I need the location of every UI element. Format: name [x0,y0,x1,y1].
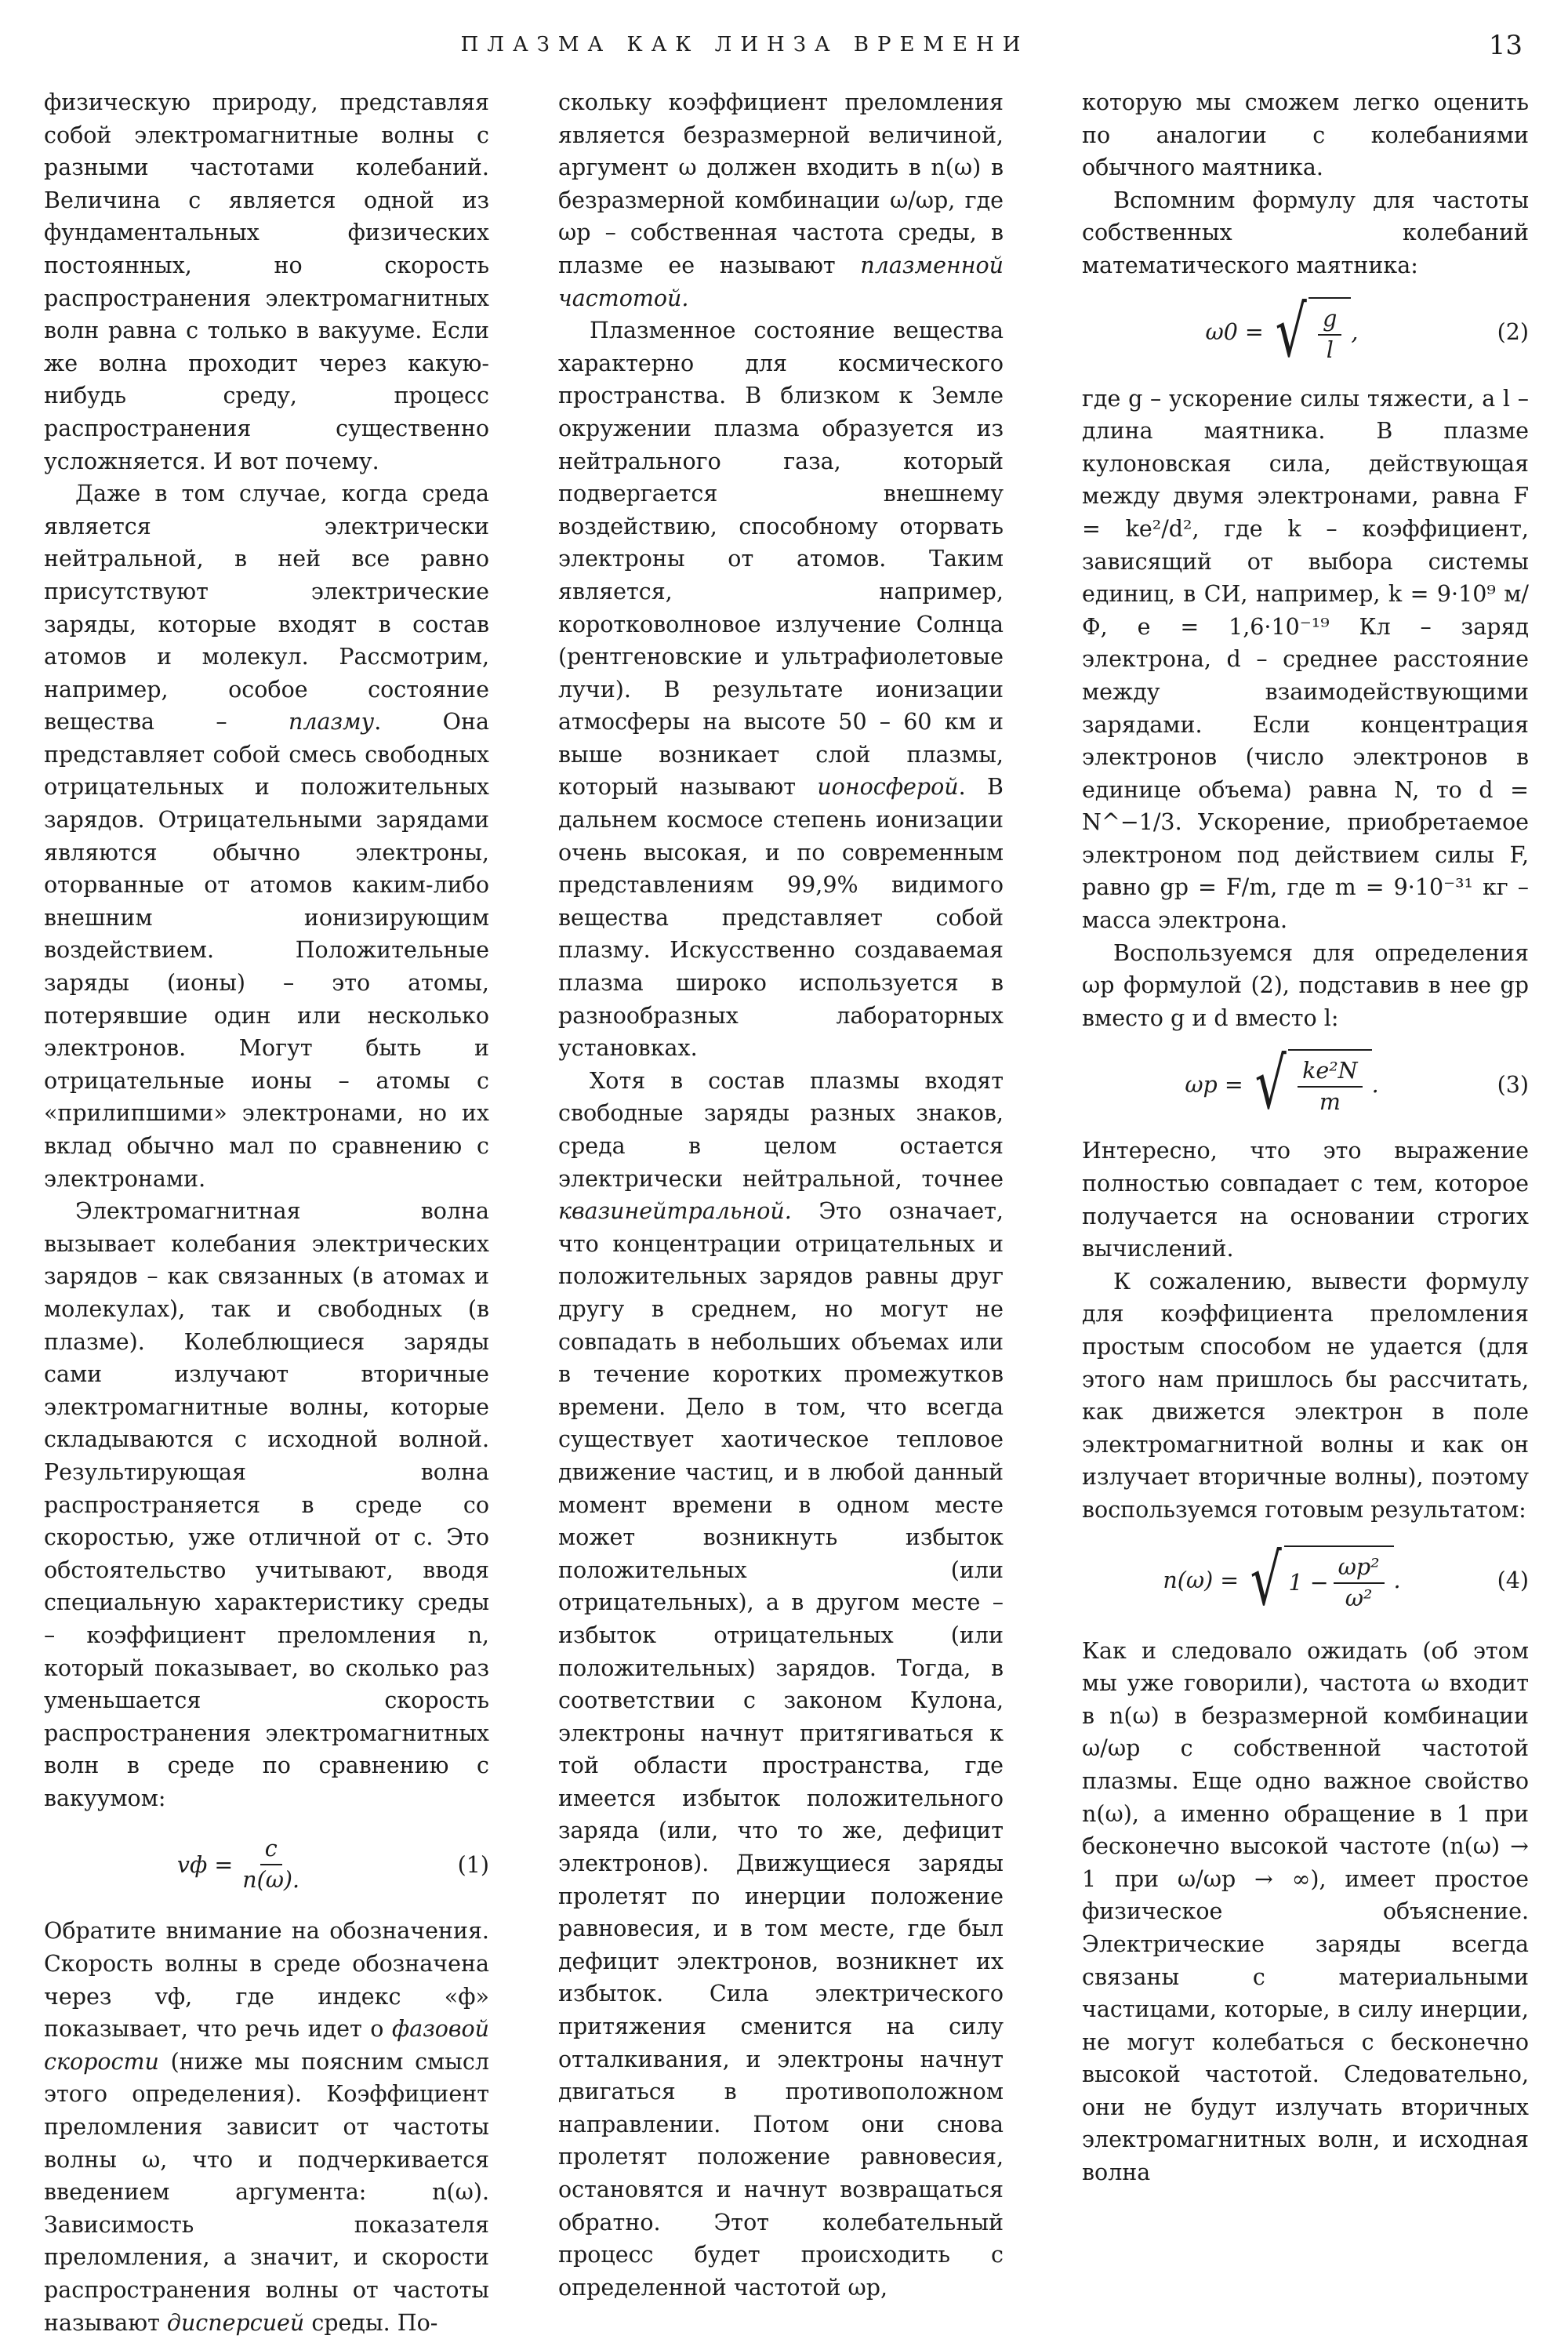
paragraph: Плазменное состояние вещества характерно для космического пространства. В близком к Земле окружении плазма образуется из нейтрального газа, который подвергается внешнему воздействию, способному оторвать электроны от атомов. Таким является, например, коротковолновое излучение Солнца (рентгеновские и ультрафиолетовые лучи). В результате ионизации атмосферы на высоте 50 – 60 км и выше возникает слой плазмы, который называют ионосферой. В дальнем космосе степень ионизации очень высокая, и по современным представлениям 99,9% видимого вещества представляет собой плазму. Искусственно создаваемая плазма широко используется в разнообразных лабораторных установках. [558,318,1004,1062]
formula-2: ω0 = √ $\frac{g}{l}$ , (2) [1205,290,1529,373]
running-title: ПЛАЗМА КАК ЛИНЗА ВРЕМЕНИ [460,33,1029,56]
formula-3: ωp = √ $\frac{\text{ke²N}}{m}$ . (3) [1185,1043,1529,1126]
formula-1: vф = $\frac{c}{n(\omega).}$ (1) [176,1836,489,1894]
paragraph: которую мы сможем легко оценить по аналогии с колебаниями обычного маятника. [1082,89,1529,181]
equation-number: (1) [457,1851,489,1878]
paragraph: К сожалению, вывести формулу для коэффициента преломления простым способом не удается (для этого нам пришлось бы рассчитать, как движется электрон в поле электромагнитной волны и как он излучает вторичные волны), поэтому воспользуемся готовым результатом: [1082,1268,1529,1523]
equation-number: (3) [1497,1071,1529,1098]
paragraph: Электромагнитная волна вызывает колебания электрических зарядов – как связанных (в атомах и молекулах), так и свободных (в плазме). Колеблющиеся заряды сами излучают вторичные электромагнитные волны, которые складываются с исходной волной. Результирующая волна распространяется в среде со скоростью, уже отличной от c. Это обстоятельство учитывают, вводя специальную характеристику среды – коэффициент преломления n, который показывает, во сколько раз уменьшается скорость распространения электромагнитных волн в среде по сравнению с вакуумом: [44,1198,489,1811]
equation-number: (2) [1497,318,1529,345]
equation-number: (4) [1497,1567,1529,1593]
paragraph: Воспользуемся для определения ωp формулой (2), подставив в нее gp вместо g и d вместо l: [1082,939,1529,1031]
paragraph: Обратите внимание на обозначения. Скорость волны в среде обозначена через vф, где индекс «ф» показывает, что речь идет о фазовой скорости (ниже мы поясним смысл этого определения). Коэффициент преломления зависит от частоты волны ω, что и подчеркивается введением аргумента: n(ω). Зависимость показателя преломления, а значит, и скорости распространения волны от частоты называют дисперсией среды. По- [44,1918,489,2336]
column-2 [558,86,1004,2304]
paragraph: Интересно, что это выражение полностью совпадает с тем, которое получается на основании строгих вычислений. [1082,1138,1529,1262]
emphasis: плазму [289,709,375,735]
paragraph: Даже в том случае, когда среда является электрически нейтральной, в ней все равно присутствуют электрические заряды, которые входят в состав атомов и молекул. Рассмотрим, например, особое состояние вещества – плазму. Она представляет собой смесь свободных отрицательных и положительных зарядов. Отрицательными зарядами являются обычно электроны, оторванные от атомов каким-либо внешним ионизирующим воздействием. Положительные заряды (ионы) – это атомы, потерявшие один или несколько электронов. Могут быть и отрицательные ионы – атомы с «прилипшими» электронами, но их вклад обычно мал по сравнению с электронами. [44,481,489,1192]
column-1 [44,86,489,2339]
formula-4: n(ω) = √ 1 − $\frac{\text{ωp²}}{\text{ω²}}$ . (4) [1163,1538,1529,1622]
paragraph: Хотя в состав плазмы входят свободные заряды разных знаков, среда в целом остается электрически нейтральной, точнее квазинейтральной. Это означает, что концентрации отрицательных и положительных зарядов равны друг другу в среднем, но могут не совпадать в небольших объемах или в течение коротких промежутков времени. Дело в том, что всегда существует хаотическое тепловое движение частиц, и в любой данный момент времени в одном месте может возникнуть избыток положительных (или отрицательных), а в другом месте – избыток отрицательных (или положительных) зарядов. Тогда, в соответствии с законом Кулона, электроны начнут притягиваться к той области пространства, где имеется избыток положительного заряда (или, что то же, дефицит электронов). Движущиеся заряды пролетят по инерции положение равновесия, и в том месте, где был дефицит электронов, возникнет их избыток. Сила электрического притяжения сменится на силу отталкивания, и электроны начнут двигаться в противоположном направлении. Потом они снова пролетят положение равновесия, остановятся и начнут возвращаться обратно. Этот колебательный процесс будет происходить с определенной частотой ωp, [558,1067,1004,2301]
paragraph: где g – ускорение силы тяжести, а l – длина маятника. В плазме кулоновская сила, действующая между двумя электронами, равна F = ke²/d², где k – коэффициент, зависящий от выбора системы единиц, в СИ, например, k = 9·10⁹ м/Ф, e = 1,6·10⁻¹⁹ Кл – заряд электрона, d – среднее расстояние между взаимодействующими зарядами. Если концентрация электронов (число электронов в единице объема) равна N, то d = N^−1/3. Ускорение, приобретаемое электроном под действием силы F, равно gp = F/m, где m = 9·10⁻³¹ кг – масса электрона. [1082,385,1529,934]
column-3 [1082,86,1529,2189]
paragraph: физическую природу, представляя собой электромагнитные волны с разными частотами колебаний. Величина c является одной из фундаментальных физических постоянных, но скорость распространения электромагнитных волн равна c только в вакууме. Если же волна проходит через какую-нибудь среду, процесс распространения существенно усложняется. И вот почему. [44,89,489,474]
paragraph: скольку коэффициент преломления является безразмерной величиной, аргумент ω должен входить в n(ω) в безразмерной комбинации ω/ωp, где ωp – собственная частота среды, в плазме ее называют плазменной частотой. [558,89,1004,311]
paragraph: Как и следовало ожидать (об этом мы уже говорили), частота ω входит в n(ω) в безразмерной комбинации ω/ωp с собственной частотой плазмы. Еще одно важное свойство n(ω), а именно обращение в 1 при бесконечно высокой частоте (n(ω) → 1 при ω/ωp → ∞), имеет простое физическое объяснение. Электрические заряды всегда связаны с материальными частицами, которые, в силу инерции, не могут колебаться с бесконечно высокой частотой. Следовательно, они не будут излучать вторичных электромагнитных волн, и исходная волна [1082,1637,1529,2186]
paragraph: Вспомним формулу для частоты собственных колебаний математического маятника: [1082,187,1529,278]
page-number: 13 [1488,30,1523,61]
